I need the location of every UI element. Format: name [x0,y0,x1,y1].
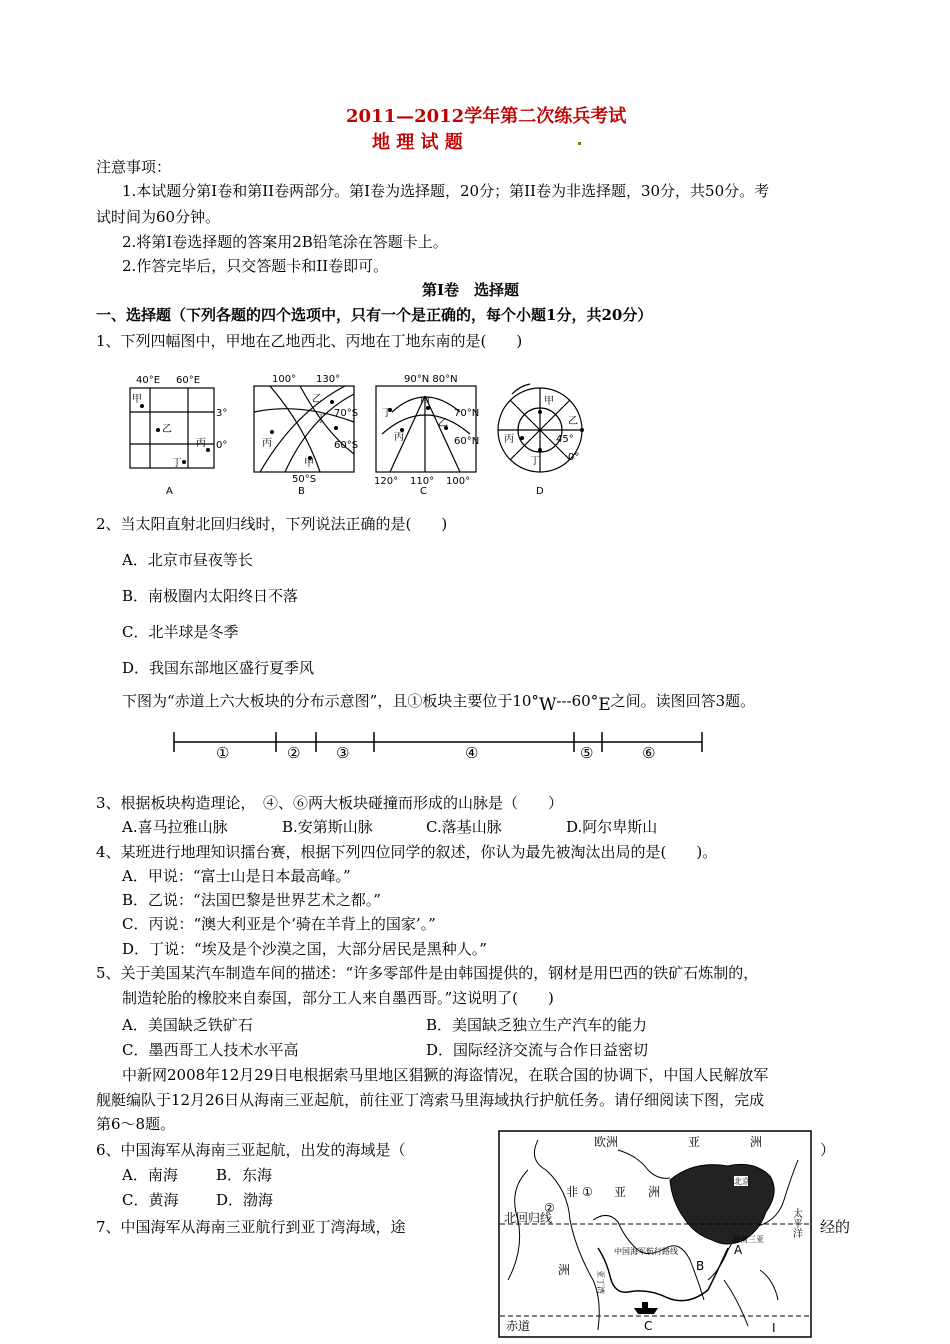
passage-line-1: 中新网2008年12月29日电根据索马里地区猖獗的海盗情况，在联合国的协调下，中国人民解放军 [122,1066,769,1084]
question-4-option-d: D．丁说：“埃及是个沙漠之国，大部分居民是黑种人。” [122,940,487,958]
plate-intro-e: E [598,695,611,715]
map-label-c: C [644,1319,653,1333]
question-6-option-d: D．渤海 [216,1191,274,1209]
map-mark-2: ② [544,1201,555,1215]
panel-b-lon1: 100° [272,374,297,385]
question-4-option-a: A．甲说：“富士山是日本最高峰。” [122,867,351,885]
map-europe: 欧洲 [594,1135,619,1149]
map-mark-1: ① [582,1185,593,1199]
question-1-figures [120,372,600,496]
plate-intro-part2: ---60° [556,692,599,710]
panel-c-caption: C [420,486,427,496]
plate-3: ③ [336,744,350,762]
question-2-option-d: D．我国东部地区盛行夏季风 [122,659,315,677]
map-africa-2: 洲 [558,1263,571,1277]
question-5-option-a: A．美国缺乏铁矿石 [122,1016,253,1034]
question-3-option-d: D.阿尔卑斯山 [566,818,658,836]
question-2-option-a: A．北京市昼夜等长 [122,551,253,569]
notice-item-1: 1.本试题分第I卷和第II卷两部分。第I卷为选择题，20分；第II卷为非选择题，30分，共50分。考 [122,182,770,200]
map-label-b: B [696,1259,705,1273]
question-5-option-b: B．美国缺乏独立生产汽车的能力 [426,1016,648,1034]
panel-c-point-ding: 丁 [382,408,392,419]
question-2-stem: 2、当太阳直射北回归线时，下列说法正确的是( ) [96,515,448,533]
plate-intro-part1: 下图为“赤道上六大板块的分布示意图”，且①板块主要位于10° [122,692,539,710]
map-route-label: 中国海军航行路线 [614,1247,678,1256]
plate-intro-w: W [538,695,557,715]
panel-b-point-bing: 丙 [262,438,272,449]
panel-a-point-bing: 丙 [196,438,206,449]
panel-d-deg2: 0° [568,452,580,463]
panel-c-lon1: 120° [374,476,399,487]
panel-a-lon2: 60°E [176,375,201,386]
map-asia-1: 亚 [688,1135,701,1149]
passage-line-3: 第6～8题。 [96,1115,176,1133]
panel-d-point-ding: 丁 [530,456,540,467]
question-3-option-a: A.喜马拉雅山脉 [122,818,228,836]
map-aden: 亚丁湾 [596,1270,605,1294]
question-3-option-b: B.安第斯山脉 [282,818,373,836]
panel-b-point-ding: 丁 [316,414,326,425]
panel-c-point-yi: 乙 [438,418,448,429]
plate-diagram [170,726,710,766]
map-africa-1: 非 [566,1185,579,1199]
question-6-stem-end: ） [820,1141,836,1159]
map-sanya: 海南三亚 [732,1235,764,1244]
notice-item-3: 2.作答完毕后，只交答题卡和II卷即可。 [122,257,389,275]
question-7-stem-end: 经的 [820,1218,851,1236]
panel-d-deg1: 45° [556,434,574,445]
plate-intro-part3: 之间。读图回答3题。 [610,692,756,710]
exam-title: 2011—2012学年第二次练兵考试 [346,106,627,127]
map-asia-4: 洲 [648,1185,661,1199]
section-title: 第I卷 选择题 [422,281,520,299]
panel-d-point-yi: 乙 [568,416,578,427]
panel-d-point-bing: 丙 [504,434,514,445]
question-7-stem: 7、中国海军从海南三亚航行到亚丁湾海域，途 [96,1218,406,1236]
navy-route-map [498,1130,812,1340]
panel-a-lat1: 3° [216,408,228,419]
plate-figure-intro [122,690,756,715]
panel-d-caption: D [536,486,544,496]
question-4-option-b: B．乙说：“法国巴黎是世界艺术之都。” [122,891,381,909]
map-equator: 赤道 [506,1319,531,1333]
question-2-option-c: C．北半球是冬季 [122,623,239,641]
decorative-dot [578,142,581,145]
panel-b-lat3: 50°S [292,474,317,485]
question-6-option-a: A．南海 [122,1166,178,1184]
question-4-stem: 4、某班进行地理知识擂台赛，根据下列四位同学的叙述，你认为最先被淘汰出局的是( )。 [96,843,718,861]
exam-subtitle: 地 理 试 题 [372,132,463,153]
question-1-stem: 1、下列四幅图中，甲地在乙地西北、丙地在丁地东南的是( ) [96,332,523,350]
panel-b-lon2: 130° [316,374,341,385]
panel-a-point-ding: 丁 [172,458,182,469]
map-pacific: 太平洋 [790,1208,802,1238]
question-4-option-c: C．丙说：“澳大利亚是个‘骑在羊背上的国家’。” [122,915,436,933]
notice-item-1-cont: 试时间为60分钟。 [96,208,221,226]
panel-c-lat1: 70°N [454,408,480,419]
map-tropic: 北回归线 [504,1211,553,1225]
section-instructions: 一、选择题（下列各题的四个选项中，只有一个是正确的，每个小题1分，共20分） [96,306,653,324]
panel-b-point-yi: 乙 [312,394,322,405]
panel-a-point-jia: 甲 [132,394,142,405]
panel-b-lat1: 70°S [334,408,359,419]
map-label-a: A [734,1243,743,1257]
question-6-option-c: C．黄海 [122,1191,179,1209]
plate-6: ⑥ [642,744,656,762]
panel-c-point-jia: 甲 [420,398,430,409]
panel-a-lon1: 40°E [136,375,161,386]
notice-item-2: 2.将第I卷选择题的答案用2B铅笔涂在答题卡上。 [122,233,448,251]
plate-2: ② [287,744,301,762]
panel-b-point-jia: 甲 [304,458,314,469]
question-3-stem: 3、根据板块构造理论， ④、⑥两大板块碰撞而形成的山脉是（ ） [96,794,564,812]
panel-c-lat2: 60°N [454,436,480,447]
plate-4: ④ [465,744,479,762]
plate-5: ⑤ [580,744,594,762]
panel-d-point-jia: 甲 [544,396,554,407]
map-label-i: I [772,1321,776,1335]
panel-c-lon3: 100° [446,476,471,487]
panel-b-lat2: 60°S [334,440,359,451]
panel-c-top: 90°N 80°N [404,374,458,385]
question-5-option-c: C．墨西哥工人技术水平高 [122,1041,299,1059]
question-5-stem: 5、关于美国某汽车制造车间的描述：“许多零部件是由韩国提供的，钢材是用巴西的铁矿石炼制的， [96,964,759,982]
question-2-option-b: B．南极圈内太阳终日不落 [122,587,299,605]
notice-heading: 注意事项： [96,158,172,176]
panel-a-lat2: 0° [216,440,228,451]
passage-line-2: 舰艇编队于12月26日从海南三亚起航，前往亚丁湾索马里海域执行护航任务。请仔细阅读下图，完成 [96,1091,765,1109]
question-5-stem-cont: 制造轮胎的橡胶来自泰国，部分工人来自墨西哥。”这说明了( ) [122,989,554,1007]
map-beijing: 北京 [734,1177,750,1186]
question-6-option-b: B．东海 [216,1166,273,1184]
question-6-stem: 6、中国海军从海南三亚起航，出发的海域是（ [96,1141,406,1159]
question-5-option-d: D．国际经济交流与合作日益密切 [426,1041,649,1059]
question-3-option-c: C.落基山脉 [426,818,502,836]
map-asia-2: 洲 [750,1135,763,1149]
panel-b-caption: B [298,486,305,496]
panel-c-point-bing: 丙 [394,432,404,443]
panel-a-point-yi: 乙 [162,424,172,435]
panel-a-caption: A [166,486,173,496]
plate-1: ① [216,744,230,762]
panel-c-lon2: 110° [410,476,435,487]
map-asia-3: 亚 [614,1185,627,1199]
